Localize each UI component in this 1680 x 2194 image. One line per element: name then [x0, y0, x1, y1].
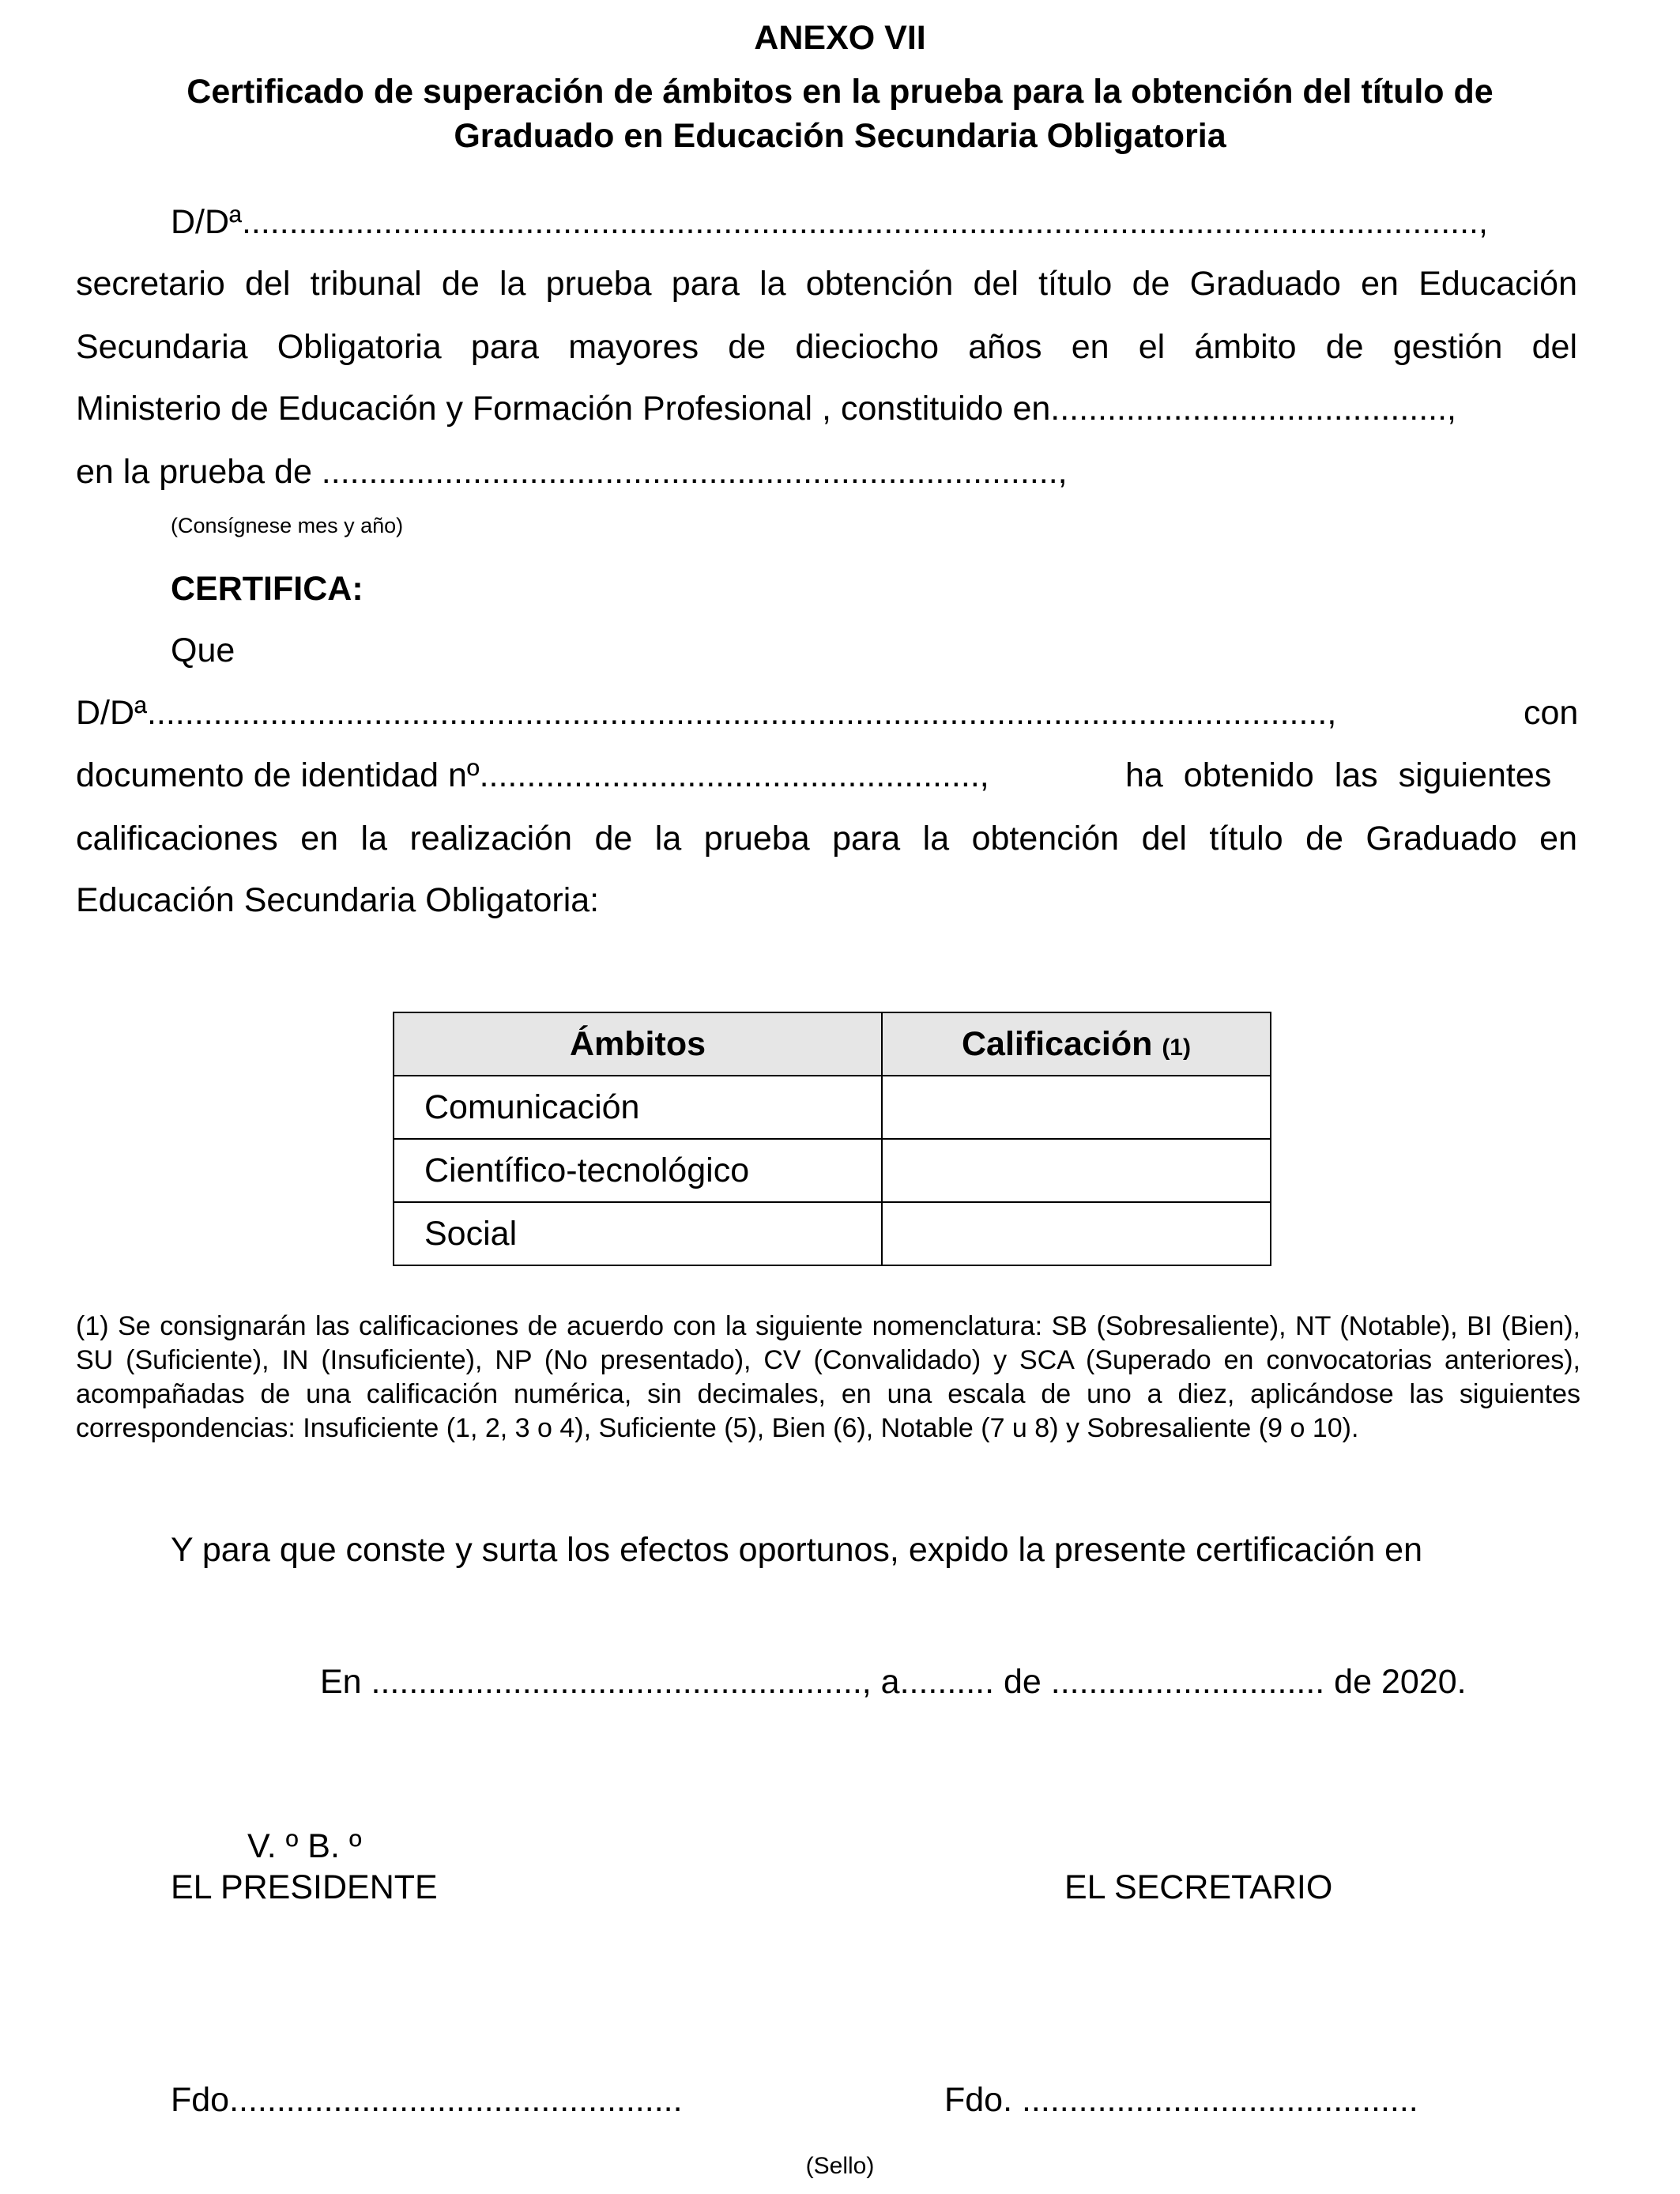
calificacion-cell	[882, 1202, 1271, 1265]
vobo-label: V. º B. º	[247, 1827, 362, 1865]
table-row	[394, 1076, 1271, 1139]
id-document-line: documento de identidad nº.....................................................,	[76, 756, 989, 794]
president-signature-line: Fdo................................................	[171, 2081, 683, 2119]
intro-name-line: D/Dª...................................................................................................................................,	[171, 203, 1488, 241]
student-name-con: con	[1524, 694, 1579, 732]
grades-table-header	[394, 1012, 1271, 1076]
ambito-cell: Científico-tecnológico	[394, 1139, 882, 1202]
certifica-text-line4: Educación Secundaria Obligatoria:	[76, 881, 600, 919]
grades-table	[393, 1012, 1271, 1266]
seal-label: (Sello)	[805, 2153, 875, 2179]
header-calificacion-note: (1)	[1162, 1034, 1191, 1061]
closing-statement: Y para que conste y surta los efectos oportunos, expido la presente certificación en	[171, 1531, 1422, 1569]
intro-text-line4: Ministerio de Educación y Formación Profesional , constituido en..........................................,	[76, 390, 1457, 428]
student-name-line: D/Dª.............................................................................................................................,	[76, 694, 1337, 732]
secretary-label: EL SECRETARIO	[1064, 1868, 1333, 1906]
president-label: EL PRESIDENTE	[171, 1868, 438, 1906]
calificacion-cell	[882, 1139, 1271, 1202]
month-year-note: (Consígnese mes y año)	[171, 514, 404, 537]
grades-footnote: (1) Se consignarán las calificaciones de acuerdo con la siguiente nomenclatura: SB (Sobresaliente), NT (Notable), BI (Bien), SU (Suficiente), IN (Insuficiente), NP (No presentado), CV (Convalidado) y SCA (Superado en convocatorias anteriores), acompañadas de una calificación numérica, sin decimales, en una escala de uno a diez, aplicándose las siguientes correspondencias: Insuficiente (1, 2, 3 o 4), Suficiente (5), Bien (6), Notable (7 u 8) y Sobresaliente (9 o 10).	[76, 1311, 1580, 1443]
table-row	[394, 1139, 1271, 1202]
secretary-signature-line: Fdo. ..........................................	[944, 2081, 1418, 2119]
document-subtitle-line2: Graduado en Educación Secundaria Obligatoria	[454, 117, 1226, 155]
calificacion-cell	[882, 1076, 1271, 1139]
ambito-cell: Comunicación	[394, 1076, 882, 1139]
header-calificacion-label: Calificación	[962, 1024, 1153, 1063]
annex-title: ANEXO VII	[754, 19, 926, 57]
intro-text-line2: secretario del tribunal de la prueba para la obtención del título de Graduado en Educación	[76, 265, 1577, 303]
id-document-line-end: ha obtenido las siguientes	[1125, 756, 1552, 794]
document-subtitle-line1: Certificado de superación de ámbitos en la prueba para la obtención del título de	[186, 73, 1494, 111]
que-text: Que	[171, 631, 235, 669]
ambito-cell: Social	[394, 1202, 882, 1265]
intro-text-line3: Secundaria Obligatoria para mayores de dieciocho años en el ámbito de gestión del	[76, 328, 1577, 366]
certifica-text-line3: calificaciones en la realización de la prueba para la obtención del título de Graduado en	[76, 820, 1577, 858]
header-calificacion	[882, 1012, 1271, 1076]
table-row	[394, 1202, 1271, 1265]
place-date-line: En ...................................................., a.......... de ............................. de 2020.	[320, 1663, 1467, 1701]
header-ambitos: Ámbitos	[394, 1012, 882, 1076]
intro-text-line5: en la prueba de ..............................................................................,	[76, 453, 1068, 491]
certifica-heading: CERTIFICA:	[171, 570, 363, 608]
